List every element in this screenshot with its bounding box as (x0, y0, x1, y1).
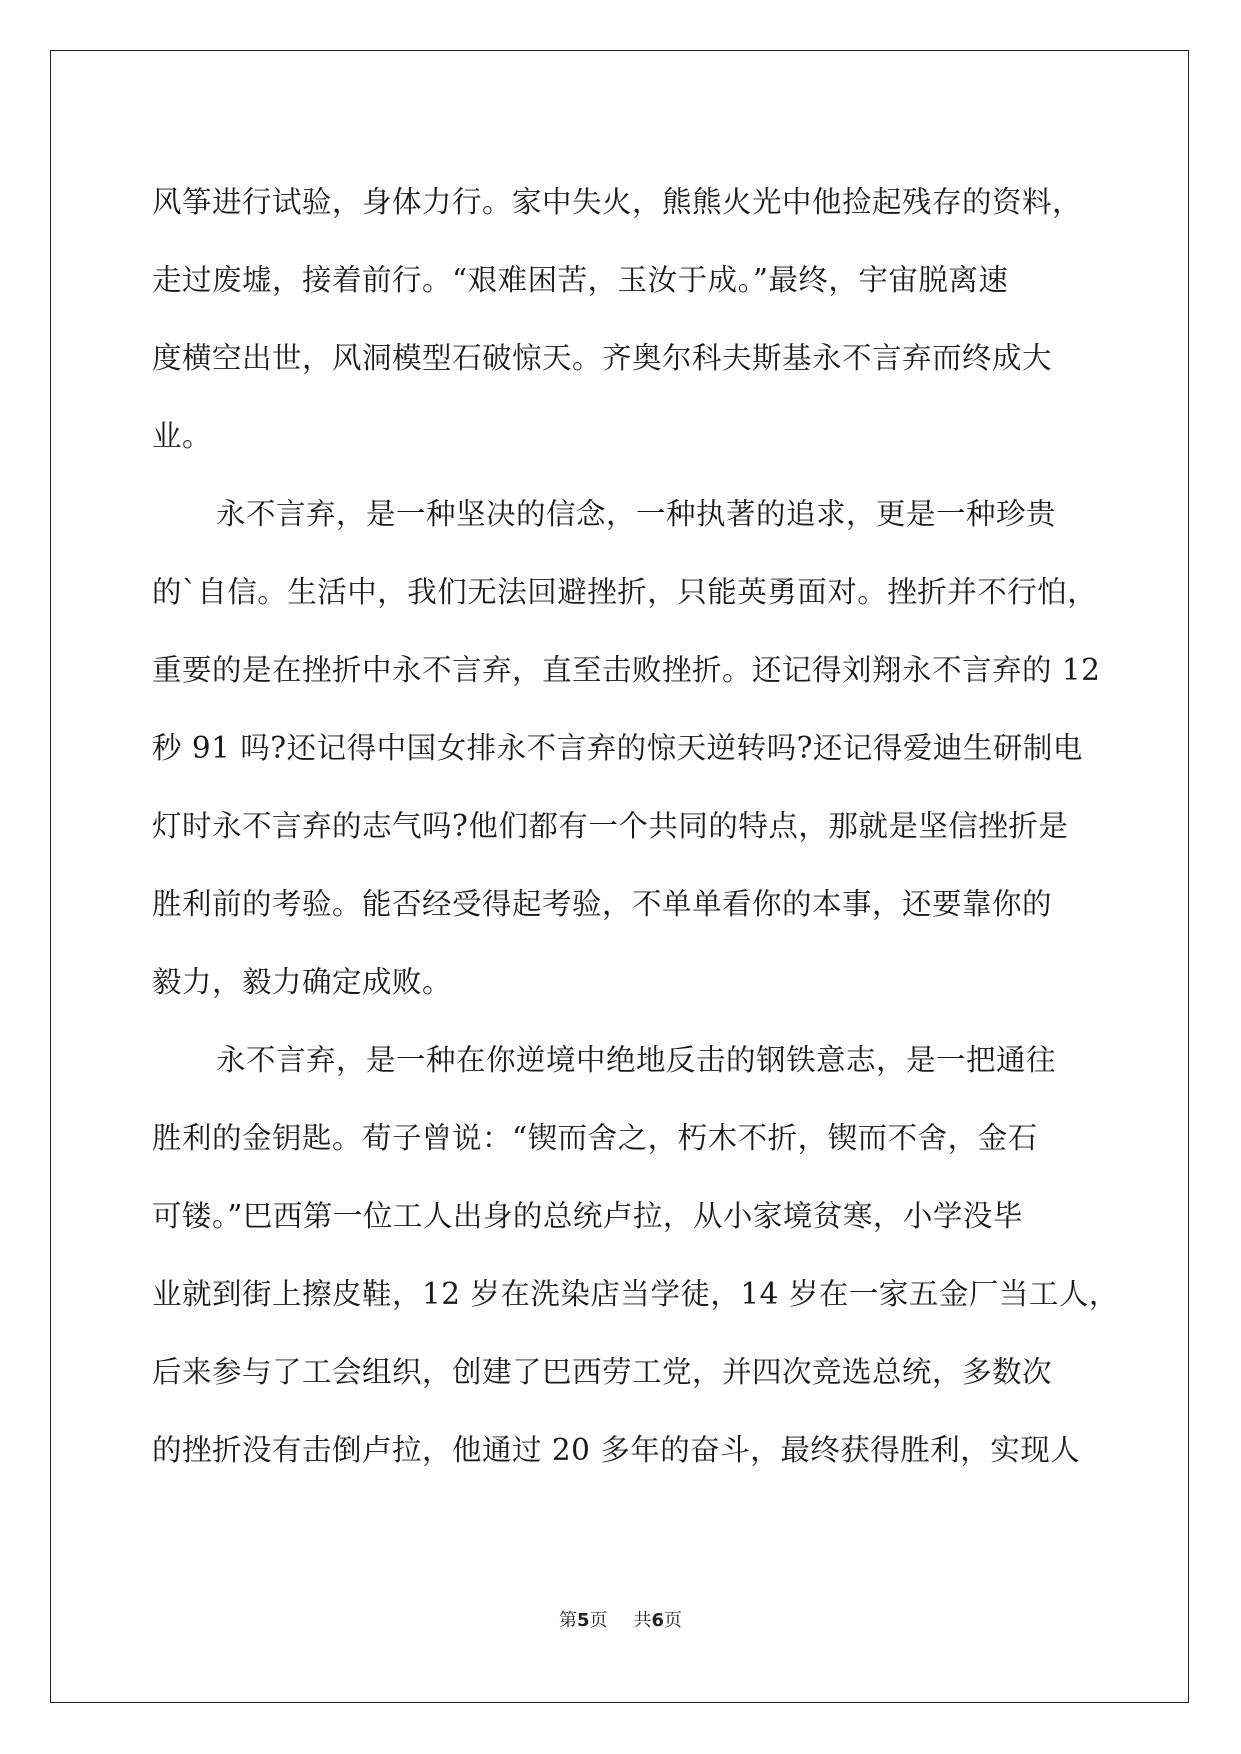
page-footer (0, 1606, 1241, 1632)
text-line: 毅力，毅力确定成败。 (152, 965, 453, 999)
text-line: 后来参与了工会组织，创建了巴西劳工党，并四次竞选总统，多数次 (152, 1355, 1053, 1389)
text-line: 永不言弃，是一种在你逆境中绝地反击的钢铁意志，是一把通往 (216, 1043, 1057, 1077)
text-line: 永不言弃，是一种坚决的信念，一种执著的追求，更是一种珍贵 (216, 497, 1057, 531)
document-body (152, 163, 1119, 1489)
text-line: 的挫折没有击倒卢拉，他通过 20 多年的奋斗，最终获得胜利，实现人 (152, 1433, 1081, 1467)
page-suffix: 页 (589, 1610, 608, 1631)
page-prefix: 第 (558, 1610, 577, 1631)
text-line: 走过废墟，接着前行。“艰难困苦，玉汝于成。”最终，宇宙脱离速 (152, 263, 1009, 297)
text-line: 胜利前的考验。能否经受得起考验，不单单看你的本事，还要靠你的 (152, 887, 1053, 921)
text-line: 业就到街上擦皮鞋，12 岁在洗染店当学徒，14 岁在一家五金厂当工人， (152, 1277, 1119, 1311)
text-line: 可镂。”巴西第一位工人出身的总统卢拉，从小家境贫寒，小学没毕 (152, 1199, 1023, 1233)
text-line: 灯时永不言弃的志气吗?他们都有一个共同的特点，那就是坚信挫折是 (152, 809, 1069, 843)
text-line: 业。 (152, 419, 213, 453)
text-line: 秒 91 吗?还记得中国女排永不言弃的惊天逆转吗?还记得爱迪生研制电 (152, 731, 1083, 765)
text-line: 胜利的金钥匙。荀子曾说：“锲而舍之，朽木不折，锲而不舍，金石 (152, 1121, 1038, 1155)
current-page-number: 5 (576, 1610, 590, 1631)
total-prefix: 共 (633, 1610, 652, 1631)
text-line: 风筝进行试验，身体力行。家中失火，熊熊火光中他捡起残存的资料， (152, 185, 1083, 219)
total-suffix: 页 (664, 1610, 683, 1631)
text-line: 的`自信。生活中，我们无法回避挫折，只能英勇面对。挫折并不行怕， (152, 575, 1098, 609)
total-pages-number: 6 (651, 1610, 665, 1631)
text-line: 度横空出世，风洞模型石破惊天。齐奥尔科夫斯基永不言弃而终成大 (152, 341, 1053, 375)
text-line: 重要的是在挫折中永不言弃，直至击败挫折。还记得刘翔永不言弃的 12 (152, 653, 1101, 687)
